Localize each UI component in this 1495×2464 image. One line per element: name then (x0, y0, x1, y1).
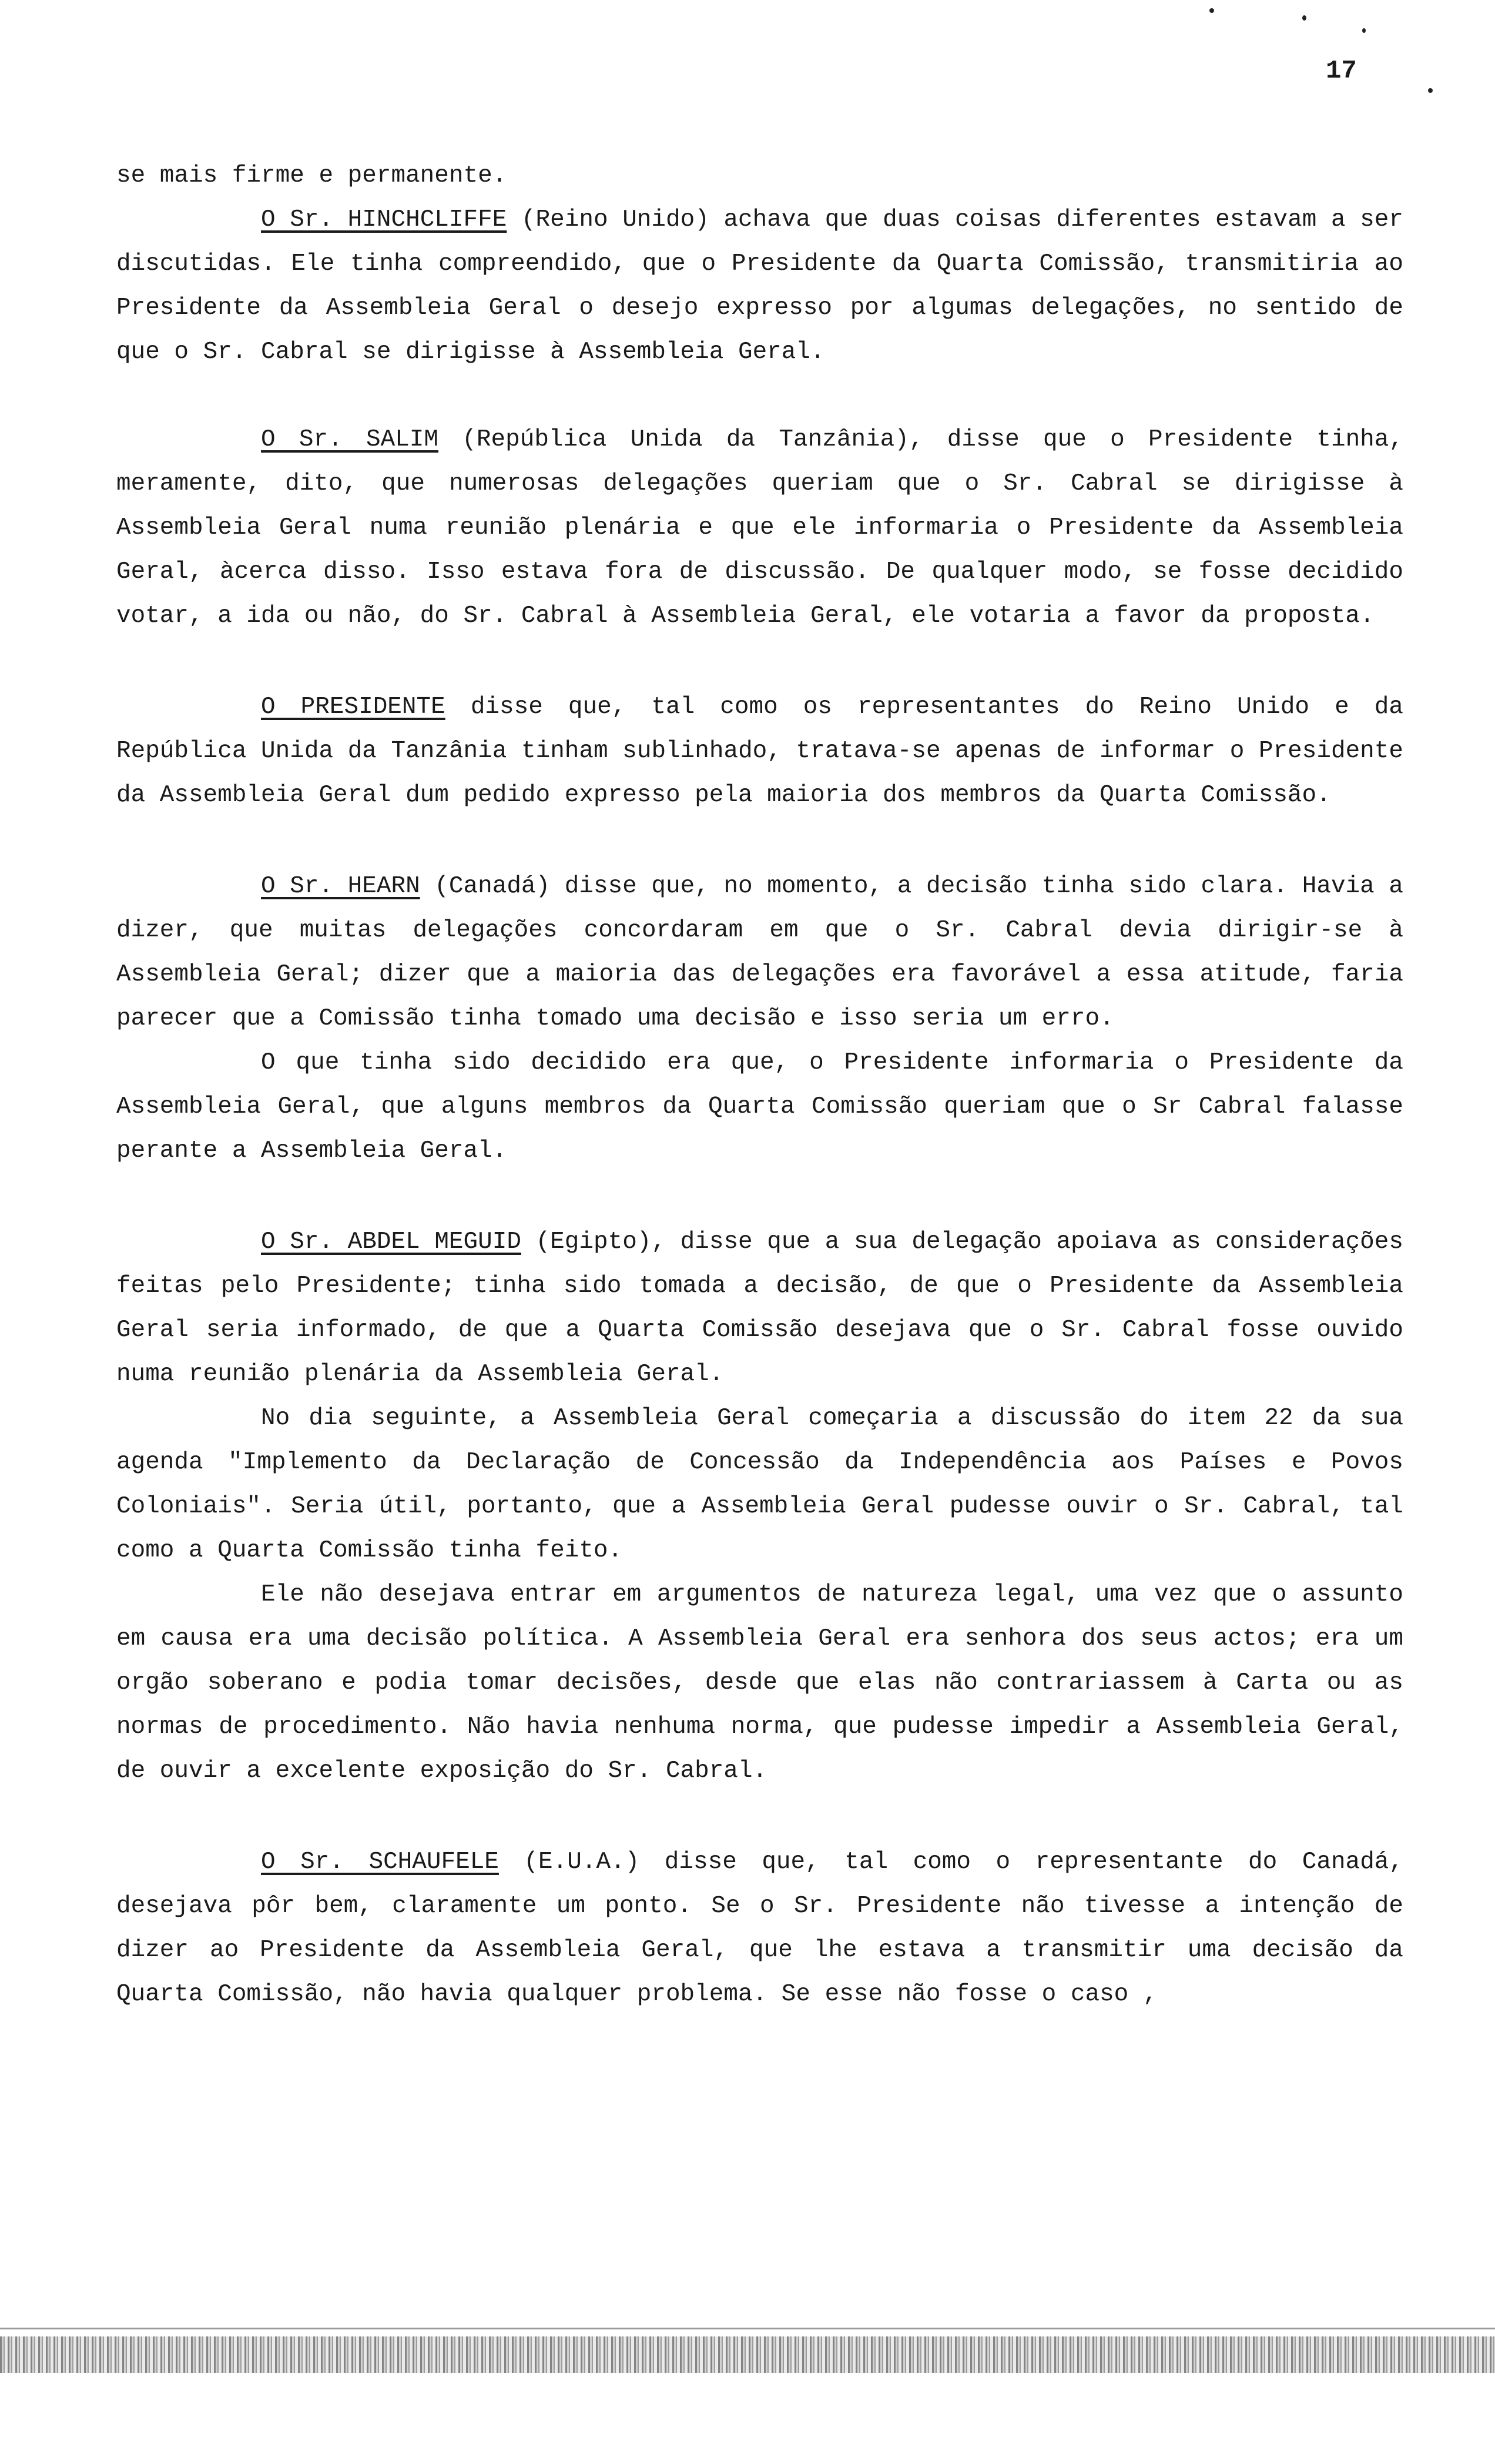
speaker-name: O Sr. HINCHCLIFFE (261, 206, 507, 233)
paragraph (116, 685, 1403, 818)
speaker-name: O Sr. HEARN (261, 873, 420, 900)
paragraph (116, 198, 1403, 374)
document-body (116, 154, 1403, 2017)
speaker-name: O Sr. ABDEL MEGUID (261, 1228, 521, 1256)
speaker-name: O Sr. SCHAUFELE (261, 1849, 499, 1876)
paragraph-text: (Reino Unido) achava que duas coisas diferentes estavam a ser discutidas. Ele tinha compreendido, que o Presidente da Quarta Comissão, transmitiria ao Presidente da Assembleia Geral o desejo expresso por algumas delegações, no sentido de que o Sr. Cabral se dirigisse à Assembleia Geral. (116, 206, 1403, 366)
speaker-name: O Sr. SALIM (261, 426, 439, 453)
scan-speck (1302, 15, 1306, 21)
paragraph-text: se mais firme e permanente. (116, 162, 507, 189)
scan-speck (1428, 88, 1433, 93)
speaker-name: O PRESIDENTE (261, 694, 445, 721)
paragraph-text: (E.U.A.) disse que, tal como o representante do Canadá, desejava pôr bem, claramente um ponto. Se o Sr. Presidente não tivesse a intenção de dizer ao Presidente da Assembleia Geral, que lhe estava a transmitir uma decisão da Quarta Comissão, não havia qualquer problema. Se esse não fosse o caso , (116, 1849, 1404, 2008)
paragraph-text: Ele não desejava entrar em argumentos de natureza legal, uma vez que o assunto em causa era uma decisão política. A Assembleia Geral era senhora dos seus actos; era um orgão soberano e podia tomar decisões, desde que elas não contrariassem à Carta ou as normas de procedimento. Não havia nenhuma norma, que pudesse impedir a Assembleia Geral, de ouvir a excelente exposição do Sr. Cabral. (116, 1581, 1403, 1785)
scan-speck (1209, 8, 1214, 13)
paragraph-text: (Egipto), disse que a sua delegação apoiava as considerações feitas pelo Presidente; tinha sido tomada a decisão, de que o Presidente da Assembleia Geral seria informado, de que a Quarta Comissão desejava que o Sr. Cabral fosse ouvido numa reunião plenária da Assembleia Geral. (116, 1228, 1403, 1388)
paragraph-text: No dia seguinte, a Assembleia Geral começaria a discussão do item 22 da sua agenda "Implemento da Declaração de Concessão da Independência aos Países e Povos Coloniais". Seria útil, portanto, que a Assembleia Geral pudesse ouvir o Sr. Cabral, tal como a Quarta Comissão tinha feito. (116, 1405, 1403, 1564)
scan-speck (1362, 28, 1366, 33)
paragraph (116, 865, 1403, 1041)
paragraph (116, 1041, 1403, 1173)
page-number: 17 (1326, 56, 1357, 86)
paragraph (116, 1397, 1403, 1573)
scan-edge-noise (0, 2336, 1495, 2373)
scan-edge-line (0, 2328, 1495, 2329)
paragraph-text: O que tinha sido decidido era que, o Presidente informaria o Presidente da Assembleia Geral, que alguns membros da Quarta Comissão queriam que o Sr Cabral falasse perante a Assembleia Geral. (116, 1049, 1403, 1164)
paragraph (116, 1840, 1403, 2017)
paragraph-text: (Canadá) disse que, no momento, a decisão tinha sido clara. Havia a dizer, que muitas delegações concordaram em que o Sr. Cabral devia dirigir-se à Assembleia Geral; dizer que a maioria das delegações era favorável a essa atitude, faria parecer que a Comissão tinha tomado uma decisão e isso seria um erro. (116, 873, 1403, 1032)
paragraph-text: disse que, tal como os representantes do Reino Unido e da República Unida da Tanzânia tinham sublinhado, tratava-se apenas de informar o Presidente da Assembleia Geral dum pedido expresso pela maioria dos membros da Quarta Comissão. (116, 694, 1403, 809)
paragraph (116, 1573, 1403, 1793)
paragraph (116, 418, 1403, 638)
paragraph (116, 1220, 1403, 1397)
paragraph (116, 154, 1403, 198)
paragraph-text: (República Unida da Tanzânia), disse que o Presidente tinha, meramente, dito, que numerosas delegações queriam que o Sr. Cabral se dirigisse à Assembleia Geral numa reunião plenária e que ele informaria o Presidente da Assembleia Geral, àcerca disso. Isso estava fora de discussão. De qualquer modo, se fosse decidido votar, a ida ou não, do Sr. Cabral à Assembleia Geral, ele votaria a favor da proposta. (116, 426, 1403, 630)
